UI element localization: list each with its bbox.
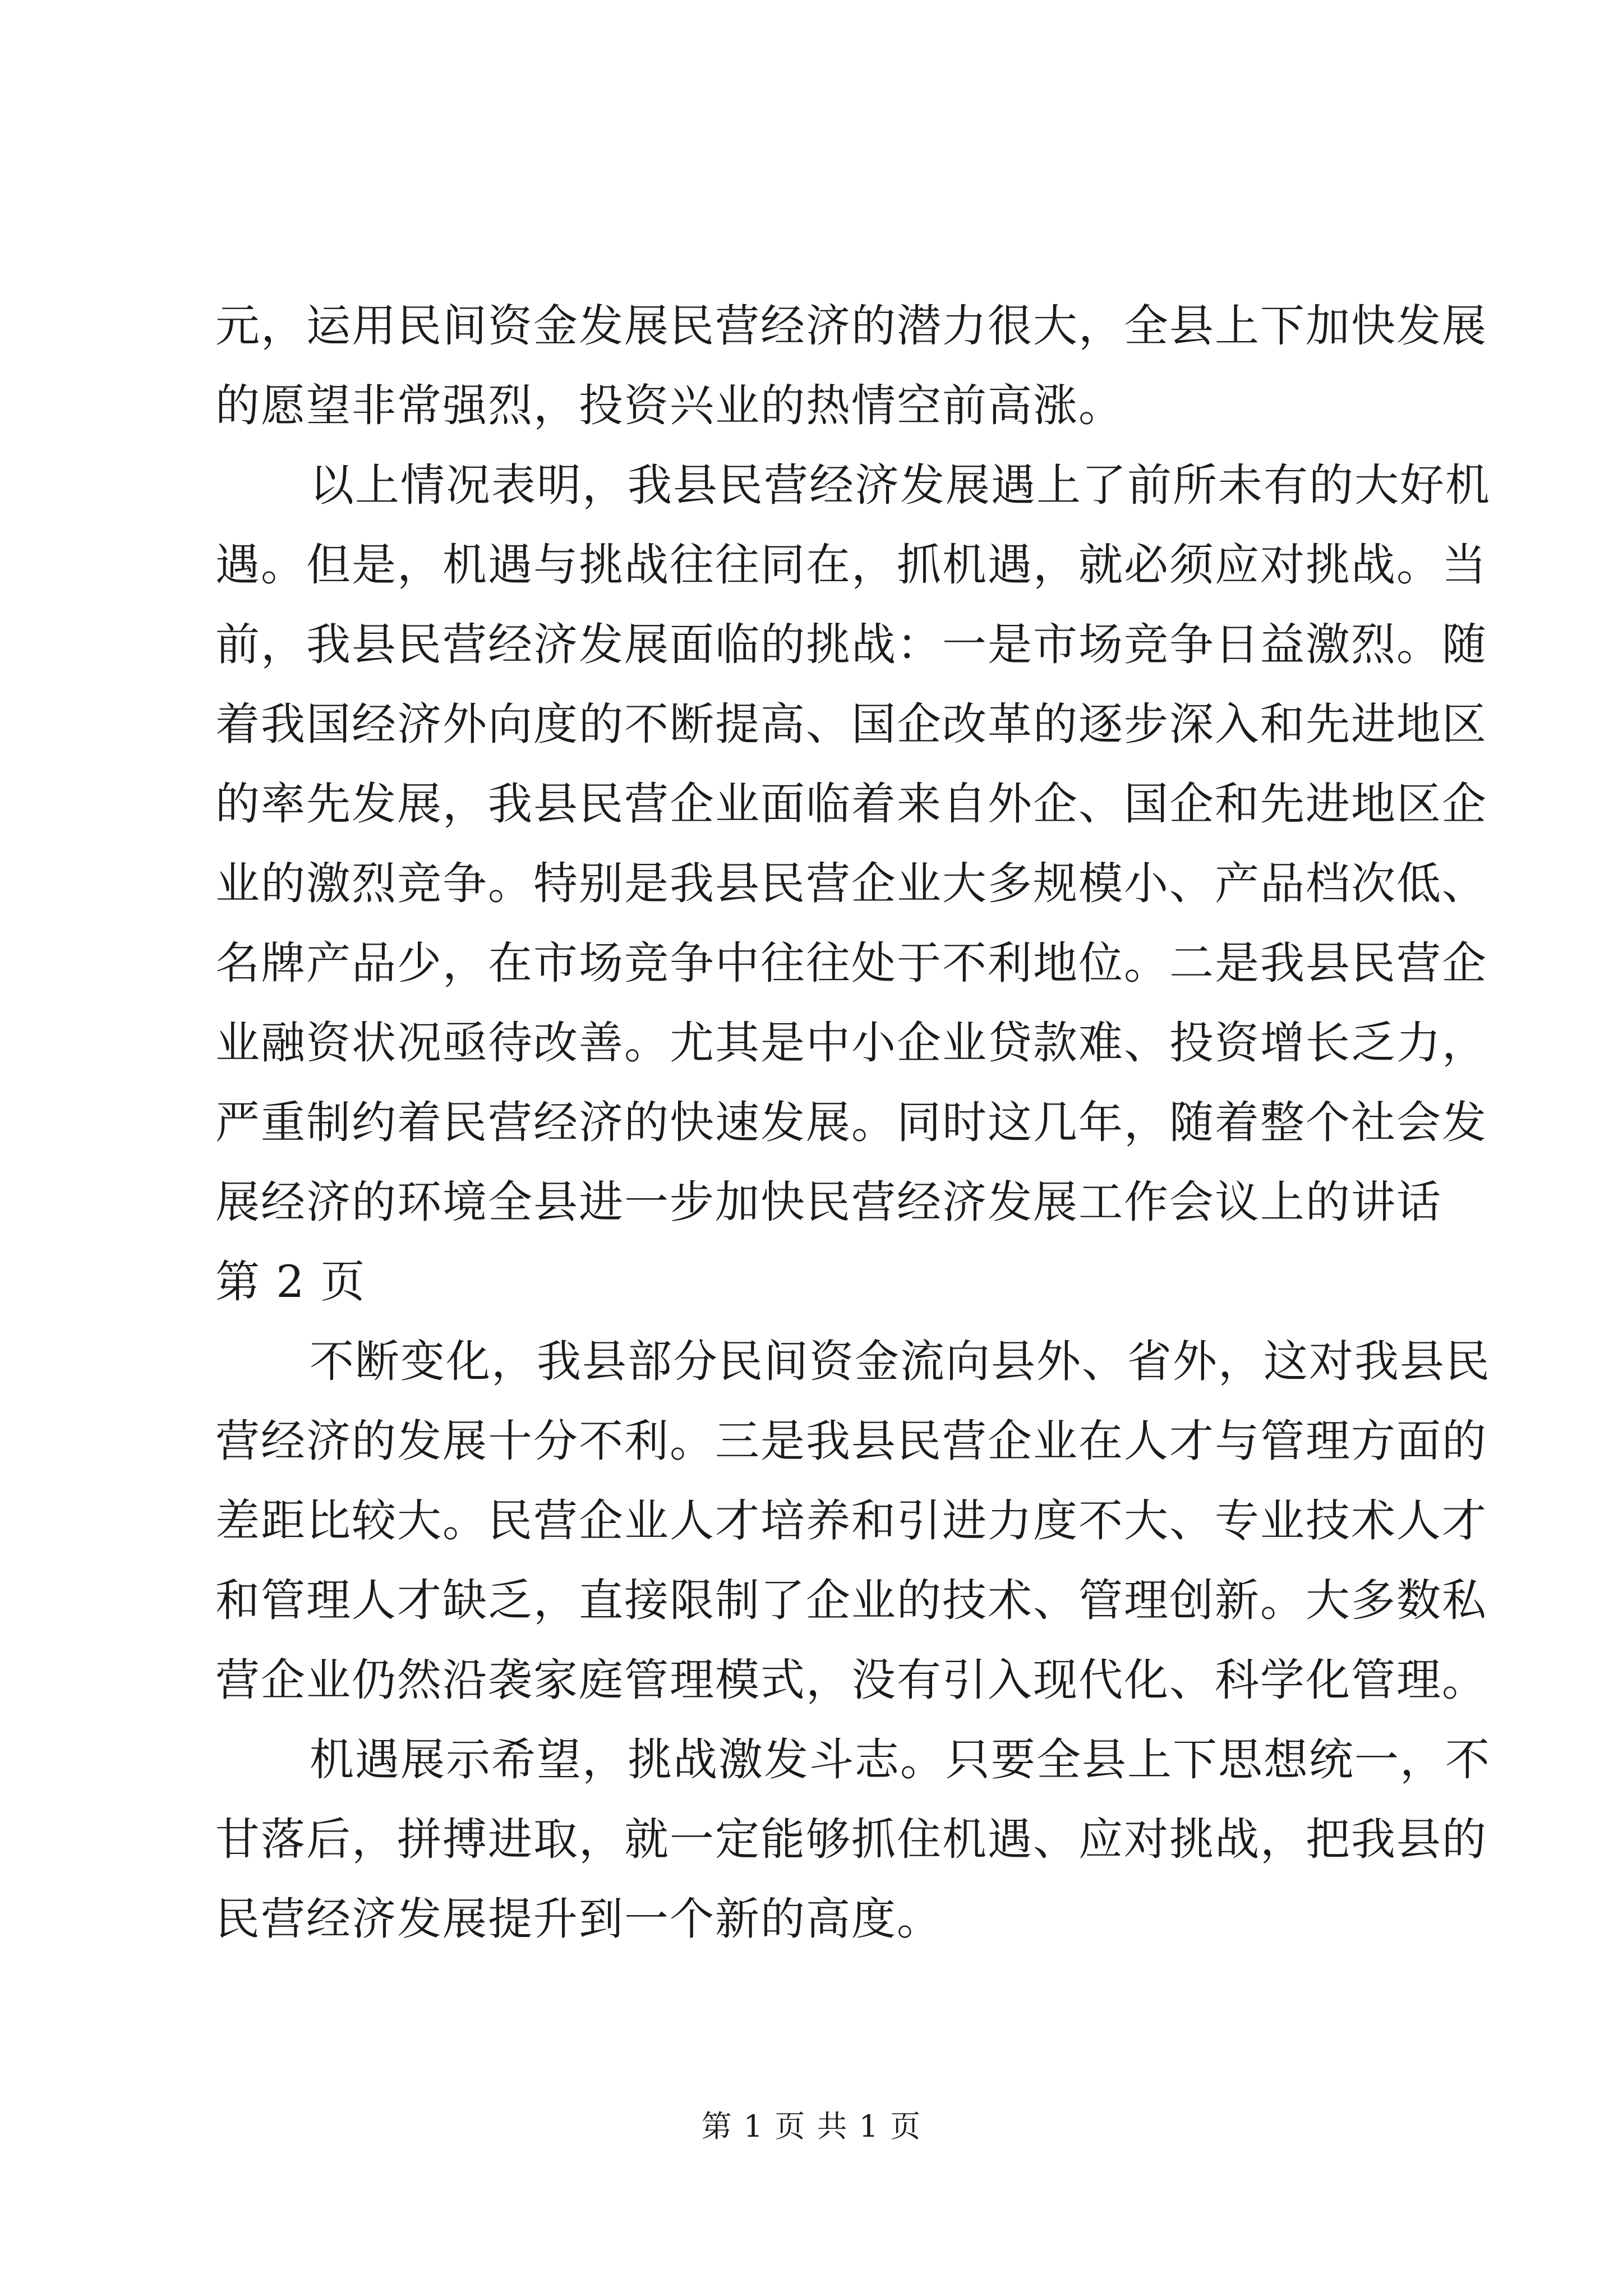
text-line: 严重制约着民营经济的快速发展。同时这几年，随着整个社会发 [215, 1097, 1487, 1148]
text-line: 展经济的环境全县进一步加快民营经济发展工作会议上的讲话 [215, 1176, 1442, 1228]
paragraph-start-line: 机遇展示希望，挑战激发斗志。只要全县上下思想统一，不 [310, 1734, 1491, 1786]
text-line: 的愿望非常强烈，投资兴业的热情空前高涨。 [215, 380, 1124, 431]
text-line: 业融资状况亟待改善。尤其是中小企业贷款难、投资增长乏力， [215, 1017, 1487, 1069]
text-line: 着我国经济外向度的不断提高、国企改革的逐步深入和先进地区 [215, 698, 1487, 750]
document-body [215, 286, 1491, 1959]
paragraph-start-line: 以上情况表明，我县民营经济发展遇上了前所未有的大好机 [310, 459, 1491, 511]
text-line: 前，我县民营经济发展面临的挑战：一是市场竞争日益激烈。随 [215, 619, 1487, 670]
text-line: 营经济的发展十分不利。三是我县民营企业在人才与管理方面的 [215, 1415, 1487, 1467]
text-line: 营企业仍然沿袭家庭管理模式，没有引入现代化、科学化管理。 [215, 1654, 1487, 1706]
text-line: 甘落后，拼搏进取，就一定能够抓住机遇、应对挑战，把我县的 [215, 1814, 1487, 1865]
text-line: 的率先发展，我县民营企业面临着来自外企、国企和先进地区企 [215, 778, 1487, 830]
paragraph-start-line: 不断变化，我县部分民间资金流向县外、省外，这对我县民 [310, 1336, 1491, 1387]
text-line: 差距比较大。民营企业人才培养和引进力度不大、专业技术人才 [215, 1495, 1487, 1547]
text-line: 民营经济发展提升到一个新的高度。 [215, 1893, 942, 1945]
text-line: 遇。但是，机遇与挑战往往同在，抓机遇，就必须应对挑战。当 [215, 539, 1487, 591]
text-line: 业的激烈竞争。特别是我县民营企业大多规模小、产品档次低、 [215, 858, 1487, 909]
text-line: 元，运用民间资金发展民营经济的潜力很大，全县上下加快发展 [215, 300, 1487, 352]
inline-page-marker: 第 2 页 [215, 1256, 366, 1308]
page-footer: 第 1 页 共 1 页 [701, 2109, 922, 2144]
text-line: 和管理人才缺乏，直接限制了企业的技术、管理创新。大多数私 [215, 1575, 1487, 1626]
text-line: 名牌产品少，在市场竞争中往往处于不利地位。二是我县民营企 [215, 937, 1487, 989]
